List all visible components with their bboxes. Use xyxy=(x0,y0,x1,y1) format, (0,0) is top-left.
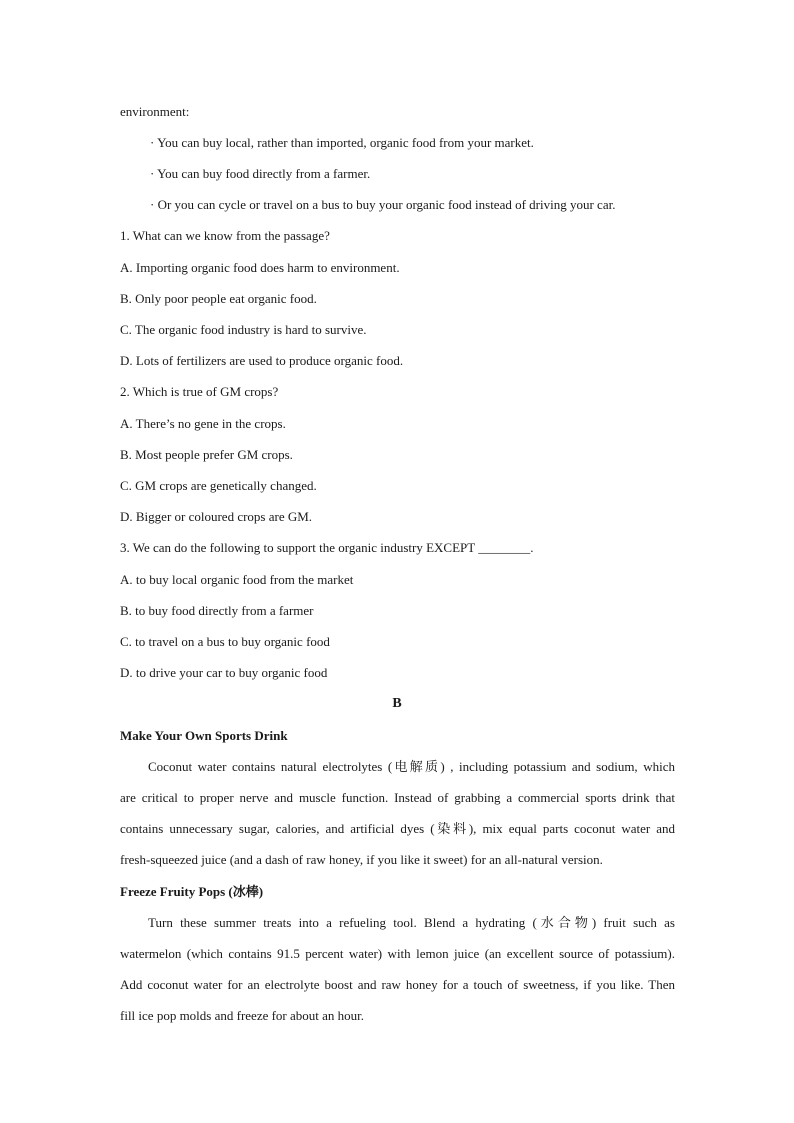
bullet-item: · You can buy food directly from a farmer. xyxy=(150,166,371,181)
answer-option: D. to drive your car to buy organic food xyxy=(120,665,328,680)
paragraph-line: fill ice pop molds and freeze for about an hour. xyxy=(120,1008,365,1023)
paragraph-line: Turn these summer treats into a refueling tool. Blend a hydrating (水合物) fruit such as xyxy=(148,915,675,930)
section-letter: B xyxy=(392,696,402,711)
paragraph-line: fresh-squeezed juice (and a dash of raw honey, if you like it sweet) for an all-natural version. xyxy=(120,852,603,867)
answer-option: D. Lots of fertilizers are used to produce organic food. xyxy=(120,353,404,368)
answer-option: B. Most people prefer GM crops. xyxy=(120,447,293,462)
paragraph-line: watermelon (which contains 91.5 percent water) with lemon juice (an excellent source of potassium). xyxy=(120,946,675,961)
question-stem: 1. What can we know from the passage? xyxy=(120,228,330,243)
paragraph-line: contains unnecessary sugar, calories, and artificial dyes (染料), mix equal parts coconut water and xyxy=(120,821,675,836)
question-stem: 3. We can do the following to support the organic industry EXCEPT ________. xyxy=(120,540,534,555)
paragraph-line: Add coconut water for an electrolyte boost and raw honey for a touch of sweetness, if you like. Then xyxy=(120,977,675,992)
paragraph-line: Coconut water contains natural electrolytes (电解质) , including potassium and sodium, which xyxy=(148,759,675,774)
section-heading: Make Your Own Sports Drink xyxy=(120,728,288,743)
answer-option: D. Bigger or coloured crops are GM. xyxy=(120,509,313,524)
question-stem: 2. Which is true of GM crops? xyxy=(120,384,279,399)
answer-option: C. GM crops are genetically changed. xyxy=(120,478,317,493)
answer-option: A. Importing organic food does harm to environment. xyxy=(120,260,400,275)
bullet-item: · You can buy local, rather than imported, organic food from your market. xyxy=(150,135,534,150)
answer-option: C. to travel on a bus to buy organic food xyxy=(120,634,330,649)
paragraph-line: are critical to proper nerve and muscle function. Instead of grabbing a commercial sports drink that xyxy=(120,790,675,805)
answer-option: A. There’s no gene in the crops. xyxy=(120,416,286,431)
section-heading: Freeze Fruity Pops (冰棒) xyxy=(120,884,264,899)
answer-option: B. to buy food directly from a farmer xyxy=(120,603,314,618)
intro-tail: environment: xyxy=(120,104,190,119)
bullet-item: · Or you can cycle or travel on a bus to buy your organic food instead of driving your car. xyxy=(150,197,616,212)
answer-option: C. The organic food industry is hard to survive. xyxy=(120,322,367,337)
answer-option: A. to buy local organic food from the market xyxy=(120,572,354,587)
answer-option: B. Only poor people eat organic food. xyxy=(120,291,317,306)
